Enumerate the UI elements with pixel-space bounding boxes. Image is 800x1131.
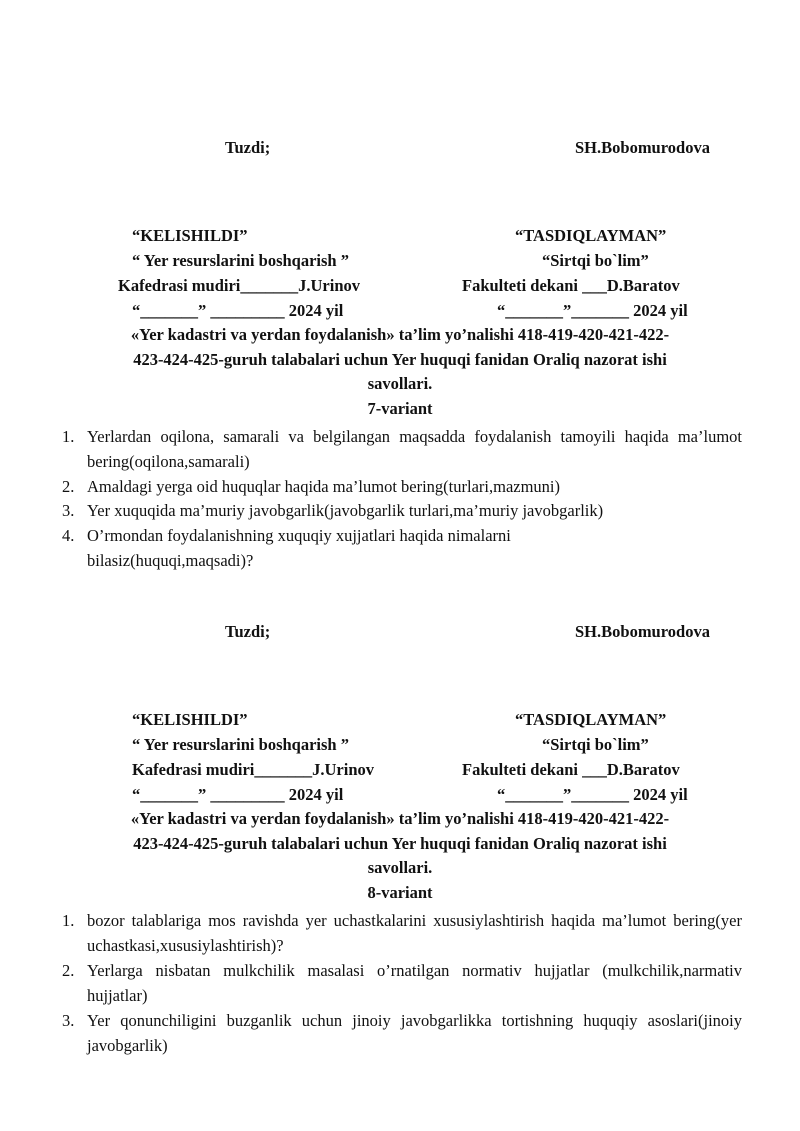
question-number: 2.: [62, 477, 75, 496]
question-number: 1.: [62, 911, 75, 930]
approval-right-dean: Fakulteti dekani ___D.Baratov: [462, 276, 680, 295]
document-title-line-1: «Yer kadastri va yerdan foydalanish» ta’lim yo’nalishi 418-419-420-421-422-: [130, 325, 670, 344]
document-title-line-2: 423-424-425-guruh talabalari uchun Yer huquqi fanidan Oraliq nazorat ishi: [133, 834, 667, 853]
approval-left-heading: “KELISHILDI”: [132, 710, 248, 729]
question-number: 1.: [62, 427, 75, 446]
question-text: Yer qonunchiligini buzganlik uchun jinoiy javobgarlikka tortishning huquqiy asoslari(jinoiy javobgarlik): [87, 1011, 742, 1055]
compiled-by-label: Tuzdi;: [225, 138, 271, 157]
approval-left-heading: “KELISHILDI”: [132, 226, 248, 245]
approval-right-department: “Sirtqi bo`lim”: [542, 735, 649, 754]
document-title-line-2: 423-424-425-guruh talabalari uchun Yer huquqi fanidan Oraliq nazorat ishi: [133, 350, 667, 369]
approval-right-date: “_______”_______ 2024 yil: [497, 785, 688, 804]
approval-right-heading: “TASDIQLAYMAN”: [515, 226, 667, 245]
question-text: Yer xuquqida ma’muriy javobgarlik(javobgarlik turlari,ma’muriy javobgarlik): [87, 501, 604, 520]
approval-right-heading: “TASDIQLAYMAN”: [515, 710, 667, 729]
question-number: 3.: [62, 501, 75, 520]
approval-left-department: “ Yer resurslarini boshqarish ”: [132, 735, 349, 754]
approval-right-dean: Fakulteti dekani ___D.Baratov: [462, 760, 680, 779]
approval-right-department: “Sirtqi bo`lim”: [542, 251, 649, 270]
document-title-line-1: «Yer kadastri va yerdan foydalanish» ta’lim yo’nalishi 418-419-420-421-422-: [130, 809, 670, 828]
approval-left-department: “ Yer resurslarini boshqarish ”: [132, 251, 349, 270]
question-number: 3.: [62, 1011, 75, 1030]
approval-left-head: Kafedrasi mudiri_______J.Urinov: [132, 760, 374, 779]
approval-left-date: “_______” _________ 2024 yil: [132, 301, 344, 320]
question-item: [62, 424, 742, 474]
approval-left-head: Kafedrasi mudiri_______J.Urinov: [118, 276, 360, 295]
approval-right-date: “_______”_______ 2024 yil: [497, 301, 688, 320]
question-item: [62, 474, 742, 499]
document-title-line-3: savollari.: [367, 858, 433, 877]
question-text: Yerlardan oqilona, samarali va belgilangan maqsadda foydalanish tamoyili haqida ma’lumot bering(oqilona,samarali): [87, 427, 742, 471]
question-number: 2.: [62, 961, 75, 980]
question-item: [62, 523, 582, 573]
question-item: [62, 1008, 742, 1058]
question-item: [62, 498, 742, 523]
question-text: Amaldagi yerga oid huquqlar haqida ma’lumot bering(turlari,mazmuni): [87, 477, 561, 496]
variant-label: 7-variant: [367, 399, 433, 418]
question-number: 4.: [62, 526, 75, 545]
question-item: [62, 958, 742, 1008]
question-text: bozor talablariga mos ravishda yer uchastkalarini xususiylashtirish haqida ma’lumot bering(yer uchastkasi,xususiylashtirish)?: [87, 911, 742, 955]
variant-label: 8-variant: [367, 883, 433, 902]
author-name: SH.Bobomurodova: [575, 622, 710, 641]
question-text: Yerlarga nisbatan mulkchilik masalasi o’rnatilgan normativ hujjatlar (mulkchilik,narmativ hujjatlar): [87, 961, 742, 1005]
compiled-by-label: Tuzdi;: [225, 622, 271, 641]
document-title-line-3: savollari.: [367, 374, 433, 393]
approval-left-date: “_______” _________ 2024 yil: [132, 785, 344, 804]
question-item: [62, 908, 742, 958]
author-name: SH.Bobomurodova: [575, 138, 710, 157]
question-text: O’rmondan foydalanishning xuquqiy xujjatlari haqida nimalarni bilasiz(huquqi,maqsadi)?: [87, 526, 511, 570]
